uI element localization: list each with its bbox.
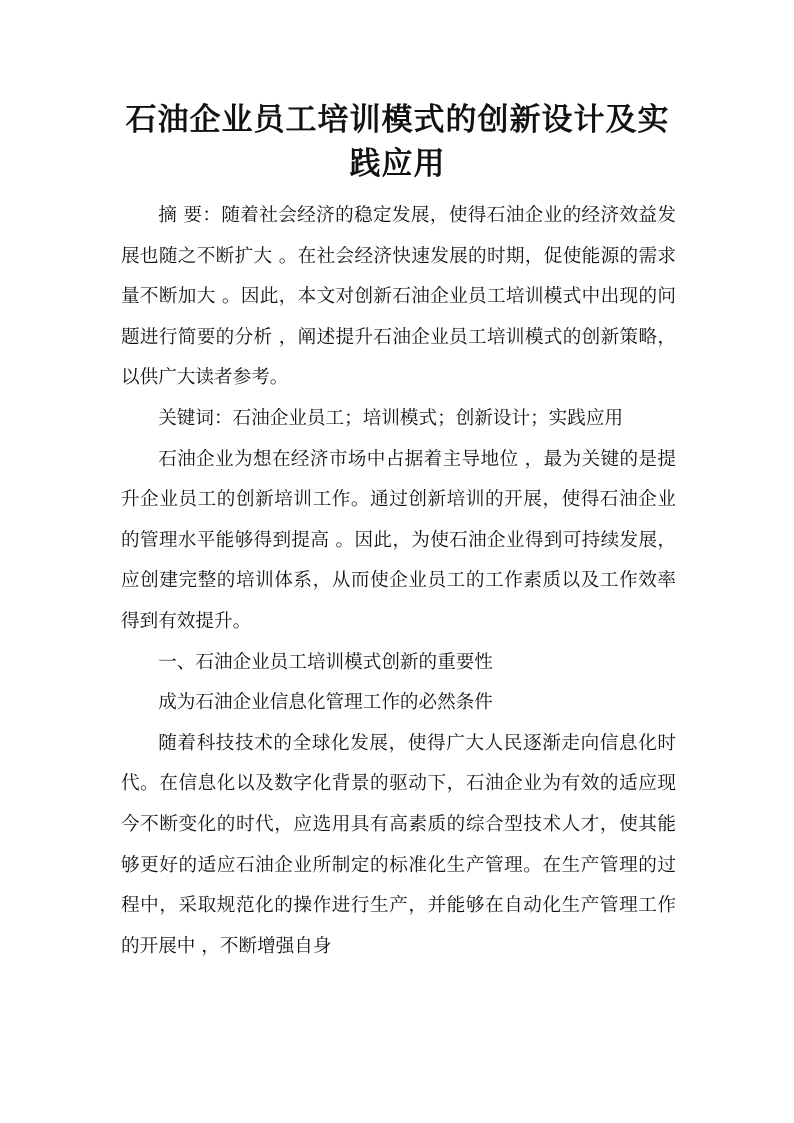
section-heading: 一、石油企业员工培训模式创新的重要性 bbox=[158, 651, 493, 673]
section-paragraph: 随着科技技术的全球化发展，使得广大人民逐渐走向信息化时代。在信息化以及数字化背景的驱动下，石油企业为有效的适应现今不断变化的时代，应选用具有高素质的综合型技术人才，使其能够更好的适应石油企业所制定的标准化生产管理。在生产管理的过程中，采取规范化的操作进行生产，并能够在自动化生产管理工作的开展中 ，不断增强自身 bbox=[121, 732, 676, 957]
keywords-paragraph: 关键词：石油企业员工；培训模式；创新设计；实践应用 bbox=[158, 407, 624, 429]
intro-paragraph: 石油企业为想在经济市场中占据着主导地位 ，最为关键的是提升企业员工的创新培训工作。通过创新培训的开展，使得石油企业的管理水平能够得到提高 。因此，为使石油企业得到可持续发展，应创建完整的培训体系，从而使企业员工的工作素质以及工作效率得到有效提升。 bbox=[121, 448, 676, 632]
document-body bbox=[121, 196, 676, 967]
document-title: 石油企业员工培训模式的创新设计及实践应用 bbox=[125, 102, 670, 182]
subsection-heading: 成为石油企业信息化管理工作的必然条件 bbox=[158, 692, 493, 714]
abstract-paragraph: 摘 要：随着社会经济的稳定发展，使得石油企业的经济效益发展也随之不断扩大 。在社会经济快速发展的时期，促使能源的需求量不断加大 。因此，本文对创新石油企业员工培训模式中出现的问题进行简要的分析 ，阐述提升石油企业员工培训模式的创新策略，以供广大读者参考。 bbox=[121, 205, 676, 389]
